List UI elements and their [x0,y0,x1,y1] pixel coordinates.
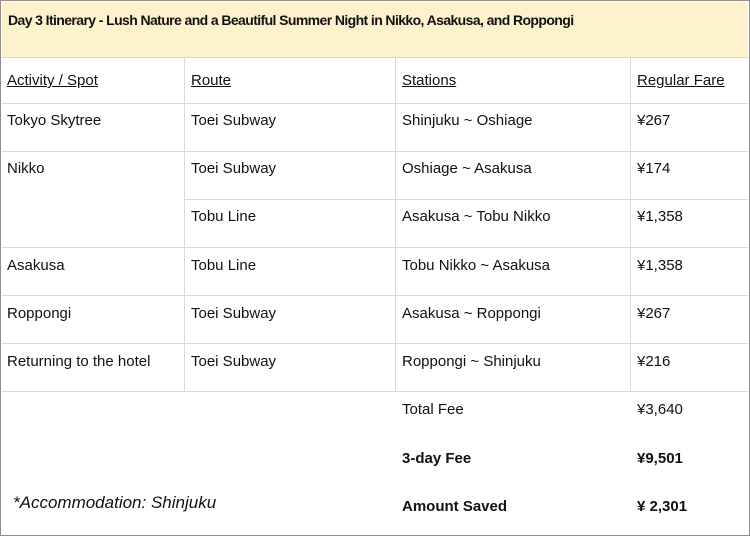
table-cell-spot: Nikko [7,160,45,177]
row-divider [2,103,748,104]
column-header-stations: Stations [402,72,457,89]
column-header-fare: Regular Fare [637,72,725,89]
three-day-fee-value: ¥9,501 [637,450,683,467]
column-divider [184,58,185,392]
column-divider [395,58,396,392]
total-fee-label: Total Fee [402,401,464,418]
table-cell-spot: Asakusa [7,257,65,274]
amount-saved-label: Amount Saved [402,498,508,515]
table-cell-route: Toei Subway [191,305,277,322]
table-cell-route: Toei Subway [191,160,277,177]
table-cell-spot: Returning to the hotel [7,353,151,370]
table-cell-route: Toei Subway [191,353,277,370]
three-day-fee-label: 3-day Fee [402,450,472,467]
table-cell-stations: Shinjuku ~ Oshiage [402,112,533,129]
table-cell-fare: ¥1,358 [637,208,683,225]
table-cell-fare: ¥1,358 [637,257,683,274]
table-cell-route: Tobu Line [191,257,257,274]
table-cell-route: Toei Subway [191,112,277,129]
accommodation-note: *Accommodation: Shinjuku [13,493,217,512]
table-cell-fare: ¥267 [637,112,671,129]
table-cell-fare: ¥216 [637,353,671,370]
table-cell-spot: Roppongi [7,305,72,322]
row-divider [2,343,748,344]
table-cell-stations: Tobu Nikko ~ Asakusa [402,257,551,274]
row-divider [2,247,748,248]
column-header-route: Route [191,72,232,89]
column-divider [630,58,631,392]
title-bar [2,2,748,58]
total-fee-value: ¥3,640 [637,401,683,418]
page-title: Day 3 Itinerary - Lush Nature and a Beautiful Summer Night in Nikko, Asakusa, and Roppongi [8,12,574,28]
table-cell-stations: Oshiage ~ Asakusa [402,160,532,177]
table-cell-spot: Tokyo Skytree [7,112,102,129]
table-cell-stations: Asakusa ~ Tobu Nikko [402,208,551,225]
row-divider [2,391,748,392]
table-cell-route: Tobu Line [191,208,257,225]
row-divider [184,199,748,200]
amount-saved-value: ¥ 2,301 [637,498,688,515]
column-header-activity: Activity / Spot [7,72,98,89]
row-divider [2,151,748,152]
table-cell-fare: ¥267 [637,305,671,322]
row-divider [2,295,748,296]
table-cell-fare: ¥174 [637,160,671,177]
table-cell-stations: Asakusa ~ Roppongi [402,305,541,322]
table-cell-stations: Roppongi ~ Shinjuku [402,353,541,370]
